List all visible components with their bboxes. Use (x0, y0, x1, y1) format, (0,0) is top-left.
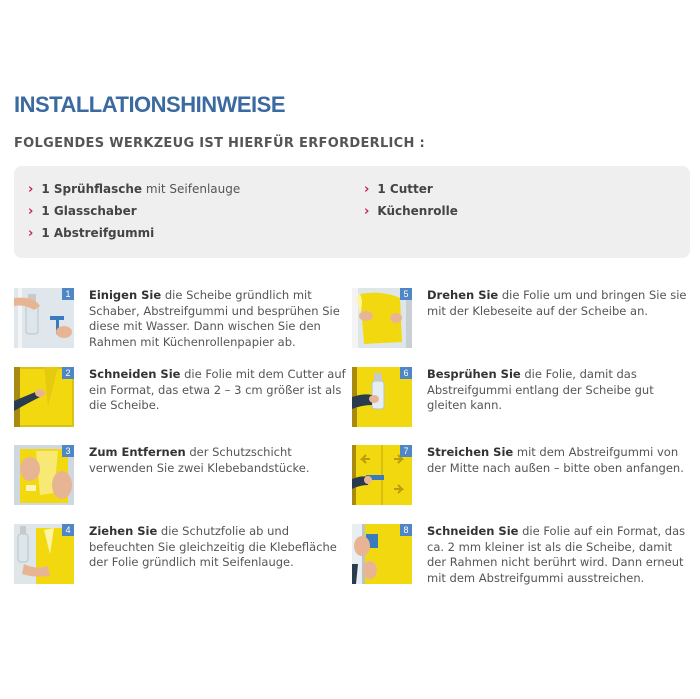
step-number-badge: 3 (62, 445, 74, 457)
step-image (352, 524, 412, 584)
chevron-right-icon: › (28, 204, 34, 219)
step-image (14, 445, 74, 505)
tool-item: › 1 Glasschaber (28, 204, 137, 219)
step-number-badge: 7 (400, 445, 412, 457)
chevron-right-icon: › (364, 204, 370, 219)
step-number-badge: 2 (62, 367, 74, 379)
step-number-badge: 1 (62, 288, 74, 300)
step-number-badge: 6 (400, 367, 412, 379)
step-4 (14, 524, 344, 586)
chevron-right-icon: › (28, 226, 34, 241)
step-text: Schneiden Sie die Folie mit dem Cutter auf ein Format, das etwa 2 – 3 cm größer ist als die Scheibe. (89, 367, 346, 412)
step-number-badge: 4 (62, 524, 74, 536)
step-text: Streichen Sie mit dem Abstreifgummi von der Mitte nach außen – bitte oben anfangen. (427, 445, 684, 475)
chevron-right-icon: › (364, 182, 370, 197)
step-8 (352, 524, 686, 586)
step-number-badge: 8 (400, 524, 412, 536)
step-2 (14, 367, 344, 429)
step-text: Besprühen Sie die Folie, damit das Abstreifgummi entlang der Scheibe gut gleiten kann. (427, 367, 654, 412)
step-image (14, 524, 74, 584)
step-7 (352, 445, 682, 507)
step-3 (14, 445, 344, 507)
tool-item: › 1 Cutter (364, 182, 433, 197)
tool-item: › Küchenrolle (364, 204, 458, 219)
chevron-right-icon: › (28, 182, 34, 197)
step-6 (352, 367, 682, 429)
page-title: INSTALLATIONSHINWEISE (14, 92, 286, 117)
step-image (14, 288, 74, 348)
step-text: Einigen Sie die Scheibe gründlich mit Schaber, Abstreifgummi und besprühen Sie diese mit Wasser. Dann wischen Sie den Rahmen mit Küchenrollenpapier ab. (89, 288, 340, 349)
step-image (352, 288, 412, 348)
step-number-badge: 5 (400, 288, 412, 300)
step-text: Schneiden Sie die Folie auf ein Format, das ca. 2 mm kleiner ist als die Scheibe, damit der Rahmen nicht berührt wird. Dann erneut mit dem Abstreifgummi ausstreichen. (427, 524, 686, 585)
step-text: Ziehen Sie die Schutzfolie ab und befeuchten Sie gleichzeitig die Klebefläche der Folie gründlich mit Seifenlauge. (89, 524, 337, 569)
step-image (352, 367, 412, 427)
tool-item: › 1 Abstreifgummi (28, 226, 155, 241)
tools-heading: FOLGENDES WERKZEUG IST HIERFÜR ERFORDERLICH : (14, 136, 426, 151)
step-text: Zum Entfernen der Schutzschicht verwenden Sie zwei Klebebandstücke. (89, 445, 310, 475)
tool-item: › 1 Sprühflasche mit Seifenlauge (28, 182, 241, 197)
step-1 (14, 288, 344, 350)
step-image (352, 445, 412, 505)
step-5 (352, 288, 687, 350)
step-text: Drehen Sie die Folie um und bringen Sie sie mit der Klebeseite auf der Scheibe an. (427, 288, 687, 318)
tools-box (14, 166, 690, 258)
step-image (14, 367, 74, 427)
